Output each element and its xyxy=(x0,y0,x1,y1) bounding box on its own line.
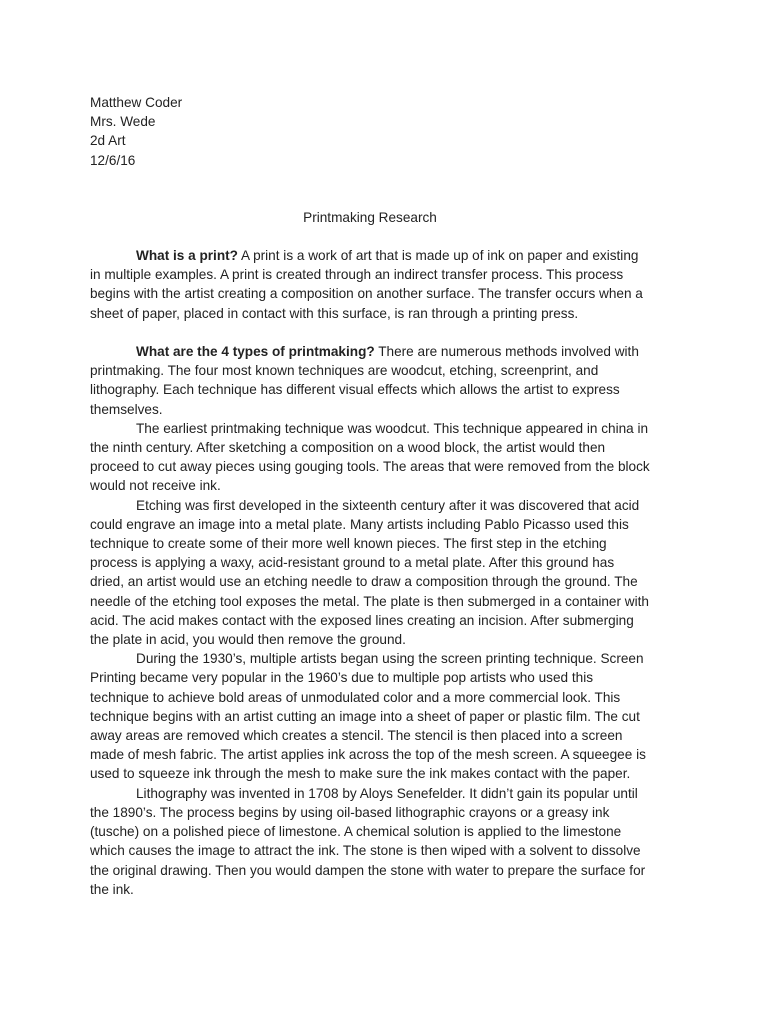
paragraph-lithography xyxy=(90,784,650,899)
paragraph-text: The earliest printmaking technique was woodcut. This technique appeared in china in the ninth century. After sketching a composition on a wood block, the artist would then proceed to cut away pieces using gouging tools. The areas that were removed from the block would not receive ink. xyxy=(90,420,650,494)
document-title: Printmaking Research xyxy=(303,209,437,225)
paragraph-types-of-printmaking xyxy=(90,342,650,419)
paragraph-text: Etching was first developed in the sixteenth century after it was discovered that acid could engrave an image into a metal plate. Many artists including Pablo Picasso used this technique to create some of their more well known pieces. The first step in the etching process is applying a waxy, acid-resistant ground to a metal plate. After this ground has dried, an artist would use an etching needle to draw a composition through the ground. The needle of the etching tool exposes the metal. The plate is then submerged in a container with acid. The acid makes contact with the exposed lines creating an incision. After submerging the plate in acid, you would then remove the ground. xyxy=(90,497,649,648)
class-name: 2d Art xyxy=(90,133,126,149)
paragraph-text: A print is a work of art that is made up of ink on paper and existing in multiple examples. A print is created through an indirect transfer process. This process begins with the artist creating a composition on another surface. The transfer occurs when a sheet of paper, placed in contact with this surface, is ran through a printing press. xyxy=(90,248,643,321)
paragraph-question: What are the 4 types of printmaking? xyxy=(136,344,375,360)
paragraph-question: What is a print? xyxy=(136,248,238,264)
document-page xyxy=(90,93,650,899)
teacher-name: Mrs. Wede xyxy=(90,114,156,130)
paragraph-text: During the 1930’s, multiple artists began using the screen printing technique. Screen Printing became very popular in the 1960’s due to multiple pop artists who used this technique to achieve bold areas of unmodulated color and a more commercial look. This technique begins with an artist cutting an image into a sheet of paper or plastic film. The cut away areas are removed which creates a stencil. The stencil is then placed into a screen made of mesh fabric. The artist applies ink across the top of the mesh screen. A squeegee is used to squeeze ink through the mesh to make sure the ink makes contact with the paper. xyxy=(90,651,646,782)
paragraph-screen-printing xyxy=(90,649,650,783)
author-name: Matthew Coder xyxy=(90,95,183,110)
paragraph-text: There are numerous methods involved with printmaking. The four most known techniques are woodcut, etching, screenprint, and lithography. Each technique has different visual effects which allows the artist to express themselves. xyxy=(90,344,639,417)
paragraph-text: Lithography was invented in 1708 by Aloys Senefelder. It didn’t gain its popular until the 1890’s. The process begins by using oil-based lithographic crayons or a greasy ink (tusche) on a polished piece of limestone. A chemical solution is applied to the limestone which causes the image to attract the ink. The stone is then wiped with a solvent to dissolve the original drawing. Then you would dampen the stone with water to prepare the surface for the ink. xyxy=(90,785,646,897)
document-date: 12/6/16 xyxy=(90,152,136,168)
paragraph-etching xyxy=(90,496,650,650)
paragraph-what-is-a-print xyxy=(90,246,650,323)
paragraph-woodcut xyxy=(90,419,650,496)
